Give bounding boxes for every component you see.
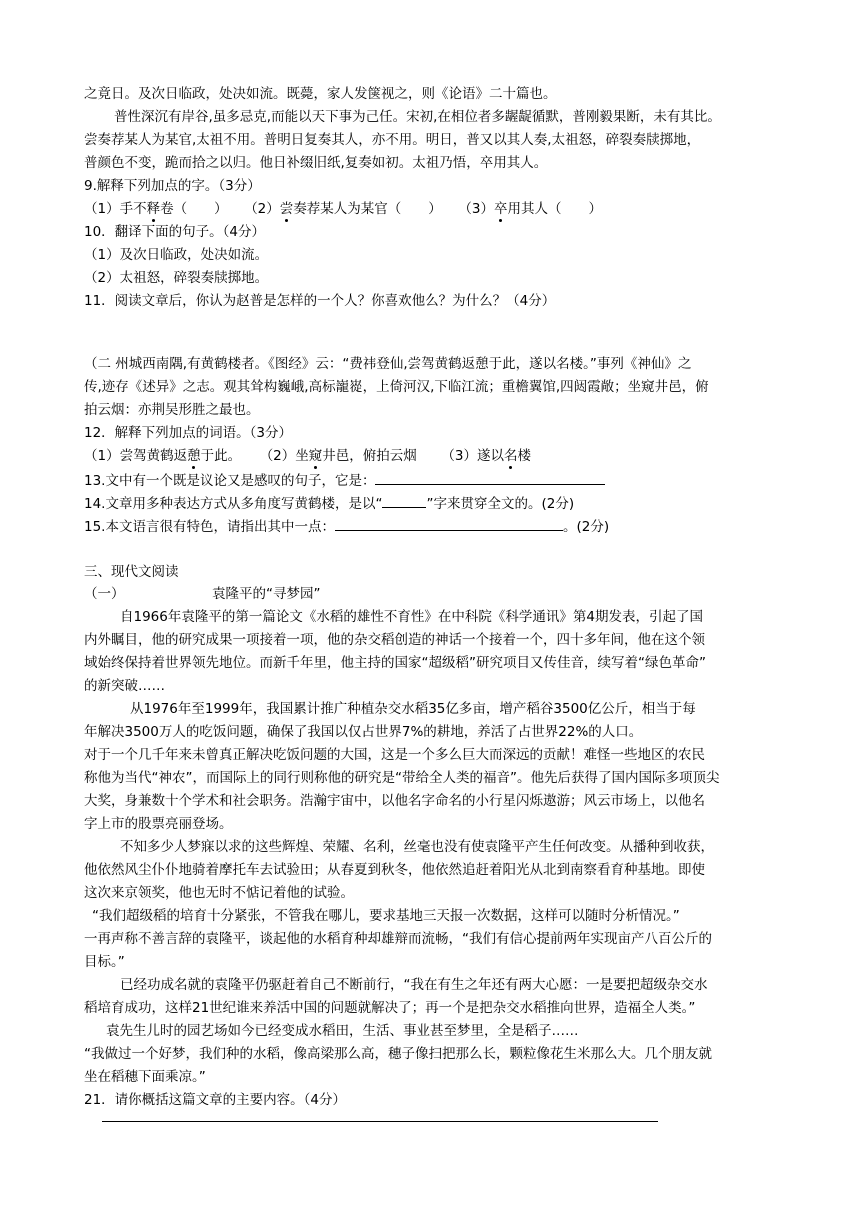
text-line: 他依然风尘仆仆地骑着摩托车去试验田；从春夏到秋冬，他依然追赶着阳光从北到南察看育种基地。即使 xyxy=(84,862,705,878)
question-10-item-1: （1）及次日临政，处决如流。 xyxy=(84,247,269,263)
text-line: 传,迹存《述异》之志。观其耸构巍峨,高标巃嵸，上倚河汉,下临江流；重檐翼馆,四闼霞敞；坐窥井邑，俯 xyxy=(84,379,709,395)
answer-blank[interactable] xyxy=(382,495,426,508)
text-line: “我做过一个好梦，我们种的水稻，像高梁那么高，穗子像扫把那么长，颗粒像花生米那么大。几个朋友就 xyxy=(84,1046,712,1062)
text-line: 之竟日。及次日临政，处决如流。既薨，家人发箧视之，则《论语》二十篇也。 xyxy=(84,86,557,102)
question-13 xyxy=(84,471,605,491)
question-12-items xyxy=(84,446,531,466)
text-line: 普颜色不变，跪而拾之以归。他日补缀旧纸,复奏如初。太祖乃悟，卒用其人。 xyxy=(84,155,548,171)
question-12-title: 12．解释下列加点的词语。（3分） xyxy=(84,425,293,441)
answer-line[interactable] xyxy=(102,1121,658,1122)
q9-item-3-suffix: 用其人（ ） xyxy=(507,201,602,217)
dotted-char: 释 xyxy=(146,201,161,217)
question-15 xyxy=(84,517,609,537)
text-line: 已经功成名就的袁隆平仍驱赶着自己不断前行，“我在有生之年还有两大心愿：一是要把超级杂交水 xyxy=(120,977,708,993)
q12-item-2-prefix: （2）坐 xyxy=(259,448,309,464)
text-line: 坐在稻穗下面乘凉。” xyxy=(84,1069,206,1085)
text-line: 不知多少人梦寐以求的这些辉煌、荣耀、名利，丝毫也没有使袁隆平产生任何改变。从播种到收获， xyxy=(120,839,714,855)
text-line: 域始终保持着世界领先地位。而新千年里，他主持的国家“超级稻”研究项目又传佳音，续写着“绿色革命” xyxy=(84,655,706,671)
text-line: 自1966年袁隆平的第一篇论文《水稻的雄性不育性》在中科院《科学通讯》第4期发表，引起了国 xyxy=(120,609,703,625)
section-heading: 三、现代文阅读 xyxy=(84,564,179,580)
text-line: 普性深沉有岸谷,虽多忌克,而能以天下事为己任。宋初,在相位者多龌龊循默，普刚毅果断，未有其比。 xyxy=(114,109,721,125)
text-line: 内外瞩目，他的研究成果一项接着一项，他的杂交稻创造的神话一个接着一个，四十多年间，他在这个领 xyxy=(84,632,705,648)
text-line: （二 州城西南隅,有黄鹤楼者。《图经》云：“费祎登仙,尝驾黄鹤返憩于此，遂以名楼。”事列《神仙》之 xyxy=(84,356,692,372)
text-line: 称他为当代“神农”，而国际上的同行则称他的研究是“带给全人类的福音”。他先后获得了国内国际多项顶尖 xyxy=(84,770,720,786)
question-10-item-2: （2）太祖怒，碎裂奏牍掷地。 xyxy=(84,270,269,286)
text-line: 对于一个几千年来未曾真正解决吃饭问题的大国，这是一个多么巨大而深远的贡献！难怪一些地区的农民 xyxy=(84,747,705,763)
q9-item-1-suffix: 卷（ ） xyxy=(160,201,228,217)
text-line: 袁先生儿时的园艺场如今已经变成水稻田，生活、事业甚至梦里，全是稻子…… xyxy=(106,1023,579,1039)
q9-item-2-suffix: 奏荐某人为某官（ ） xyxy=(293,201,442,217)
text-line: 尝奏荐某人为某官,太祖不用。普明日复奏其人，亦不用。明日，普又以其人奏,太祖怒，碎裂奏牍掷地， xyxy=(84,132,701,148)
text-line: 字上市的股票亮丽登场。 xyxy=(84,816,233,832)
q12-item-2-suffix: 井邑，俯拍云烟 xyxy=(322,448,417,464)
question-14-text-b: ”字来贯穿全文的。(2分) xyxy=(426,496,575,512)
dotted-char: 卒 xyxy=(493,201,508,217)
question-10-title: 10．翻译下面的句子。（4分） xyxy=(84,224,266,240)
text-line: 拍云烟：亦荆吴形胜之最也。 xyxy=(84,402,260,418)
question-14-text-a: 14.文章用多种表达方式从多角度写黄鹤楼，是以“ xyxy=(84,496,383,512)
text-line: 大奖，身兼数十个学术和社会职务。浩瀚宇宙中，以他名字命名的小行星闪烁遨游；风云市场上，以他名 xyxy=(84,793,705,809)
text-line: 目标。” xyxy=(84,954,125,970)
question-21: 21．请你概括这篇文章的主要内容。（4分） xyxy=(84,1092,347,1108)
text-line: 这次来京领奖，他也无时不惦记着他的试验。 xyxy=(84,885,354,901)
article-title: 袁隆平的“寻梦园” xyxy=(212,586,321,602)
section-subheading: （一） xyxy=(84,586,125,602)
dotted-char: 憩 xyxy=(187,448,201,464)
dotted-char: 尝 xyxy=(279,201,294,217)
q12-item-1-prefix: （1）尝驾黄鹤返 xyxy=(84,448,188,464)
q9-item-1-prefix: （1）手不 xyxy=(84,201,147,217)
question-9-items xyxy=(84,199,602,219)
text-line: 一再声称不善言辞的袁隆平，谈起他的水稻育种却雄辩而流畅，“我们有信心提前两年实现亩产八百公斤的 xyxy=(84,931,712,947)
question-11: 11．阅读文章后，你认为赵普是怎样的一个人？你喜欢他么？为什么？（4分） xyxy=(84,293,556,309)
dotted-char: 名 xyxy=(503,448,518,464)
text-line: 年解决3500万人的吃饭问题，确保了我国以仅占世界7%的耕地，养活了占世界22%的人口。 xyxy=(84,724,643,740)
q9-item-3-prefix: （3） xyxy=(458,201,494,217)
text-line: “我们超级稻的培育十分紧张，不管我在哪儿，要求基地三天报一次数据，这样可以随时分析情况。” xyxy=(92,908,680,924)
q9-item-2-prefix: （2） xyxy=(244,201,280,217)
question-15-text-b: 。(2分) xyxy=(562,519,610,535)
question-15-text-a: 15.本文语言很有特色，请指出其中一点： xyxy=(84,519,335,535)
text-line: 从1976年至1999年，我国累计推广种植杂交水稻35亿多亩，增产稻谷3500亿公斤，相当于每 xyxy=(130,701,696,717)
q12-item-3-prefix: （3）遂以 xyxy=(441,448,504,464)
answer-blank[interactable] xyxy=(335,518,563,531)
question-9-title: 9.解释下列加点的字。（3分） xyxy=(84,178,261,194)
text-line: 稻培育成功，这样21世纪谁来养活中国的问题就解决了；再一个是把杂交水稻推向世界，造福全人类。” xyxy=(84,1000,696,1016)
dotted-char: 窥 xyxy=(308,448,323,464)
text-line: 的新突破…… xyxy=(84,678,165,694)
q12-item-1-suffix: 于此。 xyxy=(200,448,242,464)
question-14 xyxy=(84,494,574,514)
answer-blank[interactable] xyxy=(375,472,605,485)
question-13-text: 13.文中有一个既是议论又是感叹的句子，它是： xyxy=(84,473,376,489)
q12-item-3-suffix: 楼 xyxy=(517,448,531,464)
